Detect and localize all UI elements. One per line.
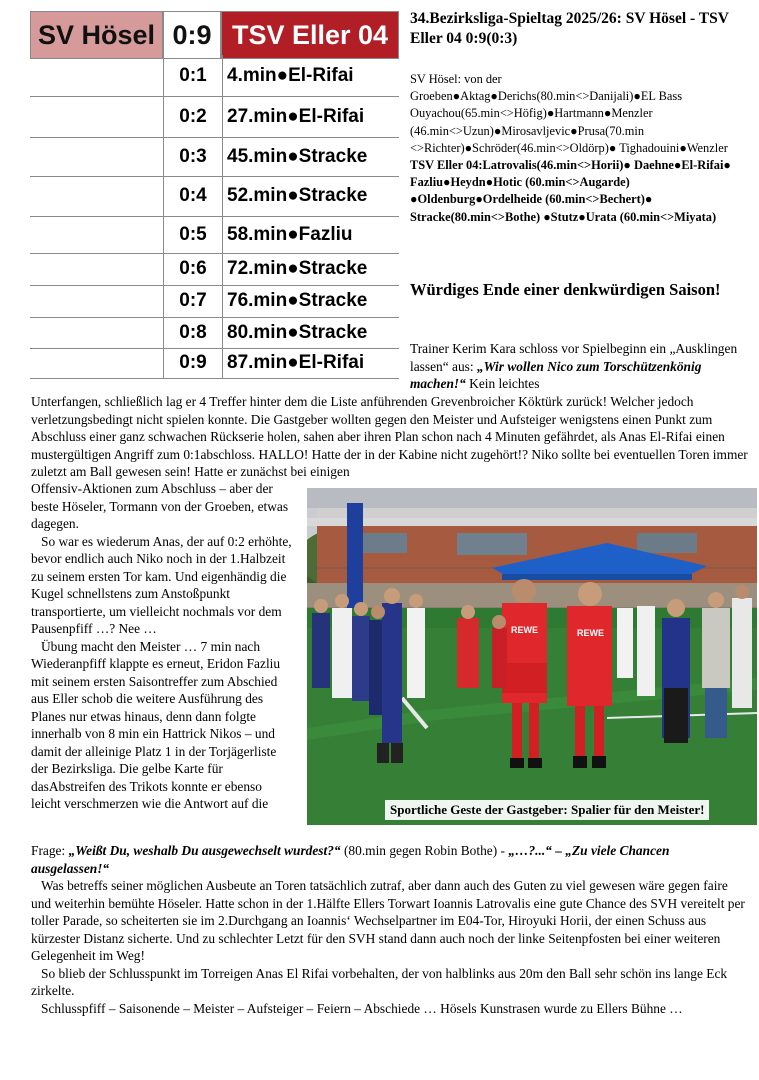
lineup-home-players: von der Groeben●Aktag●Derichs(80.min<>Danijali)●EL Bass Ouyachou(65.min<>Höfig)●Hartmann●Menzler (46.min<>Uzun)●Mirosavljevic●Prusa(70.min <>Richter)●Schröder(46.min<>Oldörp)● Tighadouini●Wenzler [410,72,728,155]
left-column-text [31,480,293,813]
final-goal-paragraph: So blieb der Schlusspunkt im Torreigen Anas El Rifai vorbehalten, der von halblinks aus 20m den Ball sehr schön ins lange Eck zirkelte. [31,965,728,998]
goal-row [30,317,399,349]
goal-scorer: 76.min●Stracke [227,290,368,311]
goal-score: 0:6 [163,253,223,285]
goal-row [30,176,399,217]
goal-row [30,216,399,254]
question-mid: (80.min gegen Robin Bothe) - [340,843,509,858]
home-team-name: SV Hösel [30,11,163,59]
question-paragraph [31,842,749,877]
shirt-sponsor-text-1: REWE [511,625,538,635]
goal-scorer: 27.min●El-Rifai [227,105,365,127]
goal-scorer: 4.min●El-Rifai [227,64,354,86]
goal-score: 0:2 [163,96,223,137]
intro-start: Trainer Kerim Kara schloss vor Spielbeginn ein „Ausklingen lassen“ aus: [410,341,738,374]
intro-end: Kein leichtes [465,376,540,391]
goal-row [30,96,399,138]
question-start: Frage: [31,843,69,858]
lineup-home-label: SV Hösel: [410,72,462,86]
away-team-name: TSV Eller 04 [221,11,399,59]
goal-row [30,137,399,177]
ending-paragraph: Schlusspfiff – Saisonende – Meister – Aufsteiger – Feiern – Abschiede … Hösels Kunstrasen wurde zu Ellers Bühne … [41,1000,683,1016]
goal-row [30,348,399,379]
goal-scorer: 58.min●Fazliu [227,223,353,245]
lineup-home [410,71,745,157]
question-quote: „Weißt Du, weshalb Du ausgewechselt wurdest?“ [68,843,341,858]
left-paragraph-3: Übung macht den Meister … 7 min nach Wiederanpfiff klappte es erneut, Eridon Fazliu mit seinem ersten Saisontreffer zum Abschied aus Eller schob die weitere Ausführung des Planes nur etwas hinaus, denn dann folgte innerhalb von 8 min ein Hattrick Nikos – und damit der alleinige Platz 1 in der Torjägerliste der Bezirksliga. Die gelbe Karte für dasAbstreifen des Trikots konnte er ebenso leicht verschmerzen wie die Antwort auf die [31,638,281,811]
goal-scorer: 52.min●Stracke [227,185,368,206]
question-answer: „…?...“ – „Zu viele Chancen ausgelassen!“ [31,843,670,876]
left-paragraph-2: So war es wiederum Anas, der auf 0:2 erhöhte, bevor endlich auch Niko noch in der 1.Halbzeit zu seinem ersten Tor kam. Und eigenhändig die Kugel schnellstens zum Anstoßpunkt transportierte, um vielleicht nochmals vor dem Pausenpfiff …? Nee … [31,533,292,636]
goal-score: 0:8 [163,317,223,348]
goal-row [30,285,399,318]
goal-scorer: 80.min●Stracke [227,321,368,343]
article-subheadline: Würdiges Ende einer denkwürdigen Saison! [410,280,721,299]
goal-score: 0:9 [163,348,223,378]
goal-scorer: 72.min●Stracke [227,258,368,279]
goal-score: 0:3 [163,137,223,176]
goal-scorer: 87.min●El-Rifai [227,352,365,373]
lineup-away-label: TSV Eller 04: [410,158,483,173]
score-table [30,11,399,379]
chances-paragraph: Was betreffs seiner möglichen Ausbeute an Toren tatsächlich zutraf, aber dann auch des Guten zu viel gewesen wäre gegen faire und weiterhin bemühte Höseler. Hatte schon in der 1.Hälfte Ellers Torwart Ioannis Latrovalis eine gute Chance des SVH vereitelt per toller Parade, so scheiterten sie im 2.Durchgang an Ioannis‘ Wechselpartner im E04-Tor, Hiroyuki Horii, der einen Schuss aus kürzester Distanz sicherte. Und zu schlechter Letzt für den SVH stand dann auch noch der linke Seitenpfosten bei einer weiteren Gelegenheit im Weg! [31,878,745,963]
lineup-away-players: Latrovalis(46.min<>Horii)● Daehne●El-Rifai● Fazliu●Heydn●Hotic (60.min<>Augarde) ●Oldenburg●Ordelheide (60.min<>Bechert)● Stracke(80.min<>Bothe) ●Stutz●Urata (60.min<>Miyata) [410,158,731,224]
goal-score: 0:5 [163,216,223,253]
lineups [410,71,745,226]
final-score: 0:9 [163,11,221,59]
left-paragraph-1: Offensiv-Aktionen zum Abschluss – aber der beste Höseler, Tormann von der Groeben, etwas dagegen. [31,481,289,531]
lineup-away [410,157,745,226]
full-width-paragraph: Unterfangen, schließlich lag er 4 Treffer hinter dem die Liste anführenden Grevenbroicher Köktürk zurück! Welcher jedoch verletzungsbedingt nicht spielen konnte. Die Gastgeber wollten gegen den Meister und Aufsteiger wenigstens einen Punkt zum Abschluss einer ganz schwachen Rückserie holen, sahen aber ihren Plan schon nach 4 Minuten gefährdet, als Anas El-Rifai einen mustergültigen Angriff zum 0:1abschloss. HALLO! Hatte der in der Kabine nicht zugehört!? Niko sollte bei eventuellen Toren immer zuletzt am Ball gewesen sein! Hatte er zunächst bei einigen [31,394,748,479]
goal-scorer: 45.min●Stracke [227,145,368,167]
article-headline: 34.Bezirksliga-Spieltag 2025/26: SV Hösel - TSV Eller 04 0:9(0:3) [410,10,729,47]
intro-quote: „Wir wollen Nico zum Torschützenkönig machen!“ [410,358,702,391]
match-photo [307,488,757,825]
goal-row [30,253,399,286]
intro-paragraph [410,340,745,393]
shirt-sponsor-text-2: REWE [577,628,604,638]
goal-score: 0:7 [163,285,223,317]
goal-score: 0:4 [163,176,223,216]
goal-score: 0:1 [163,55,223,96]
goal-row [30,55,399,97]
bottom-text [31,842,749,1017]
photo-caption: Sportliche Geste der Gastgeber: Spalier für den Meister! [385,800,709,820]
